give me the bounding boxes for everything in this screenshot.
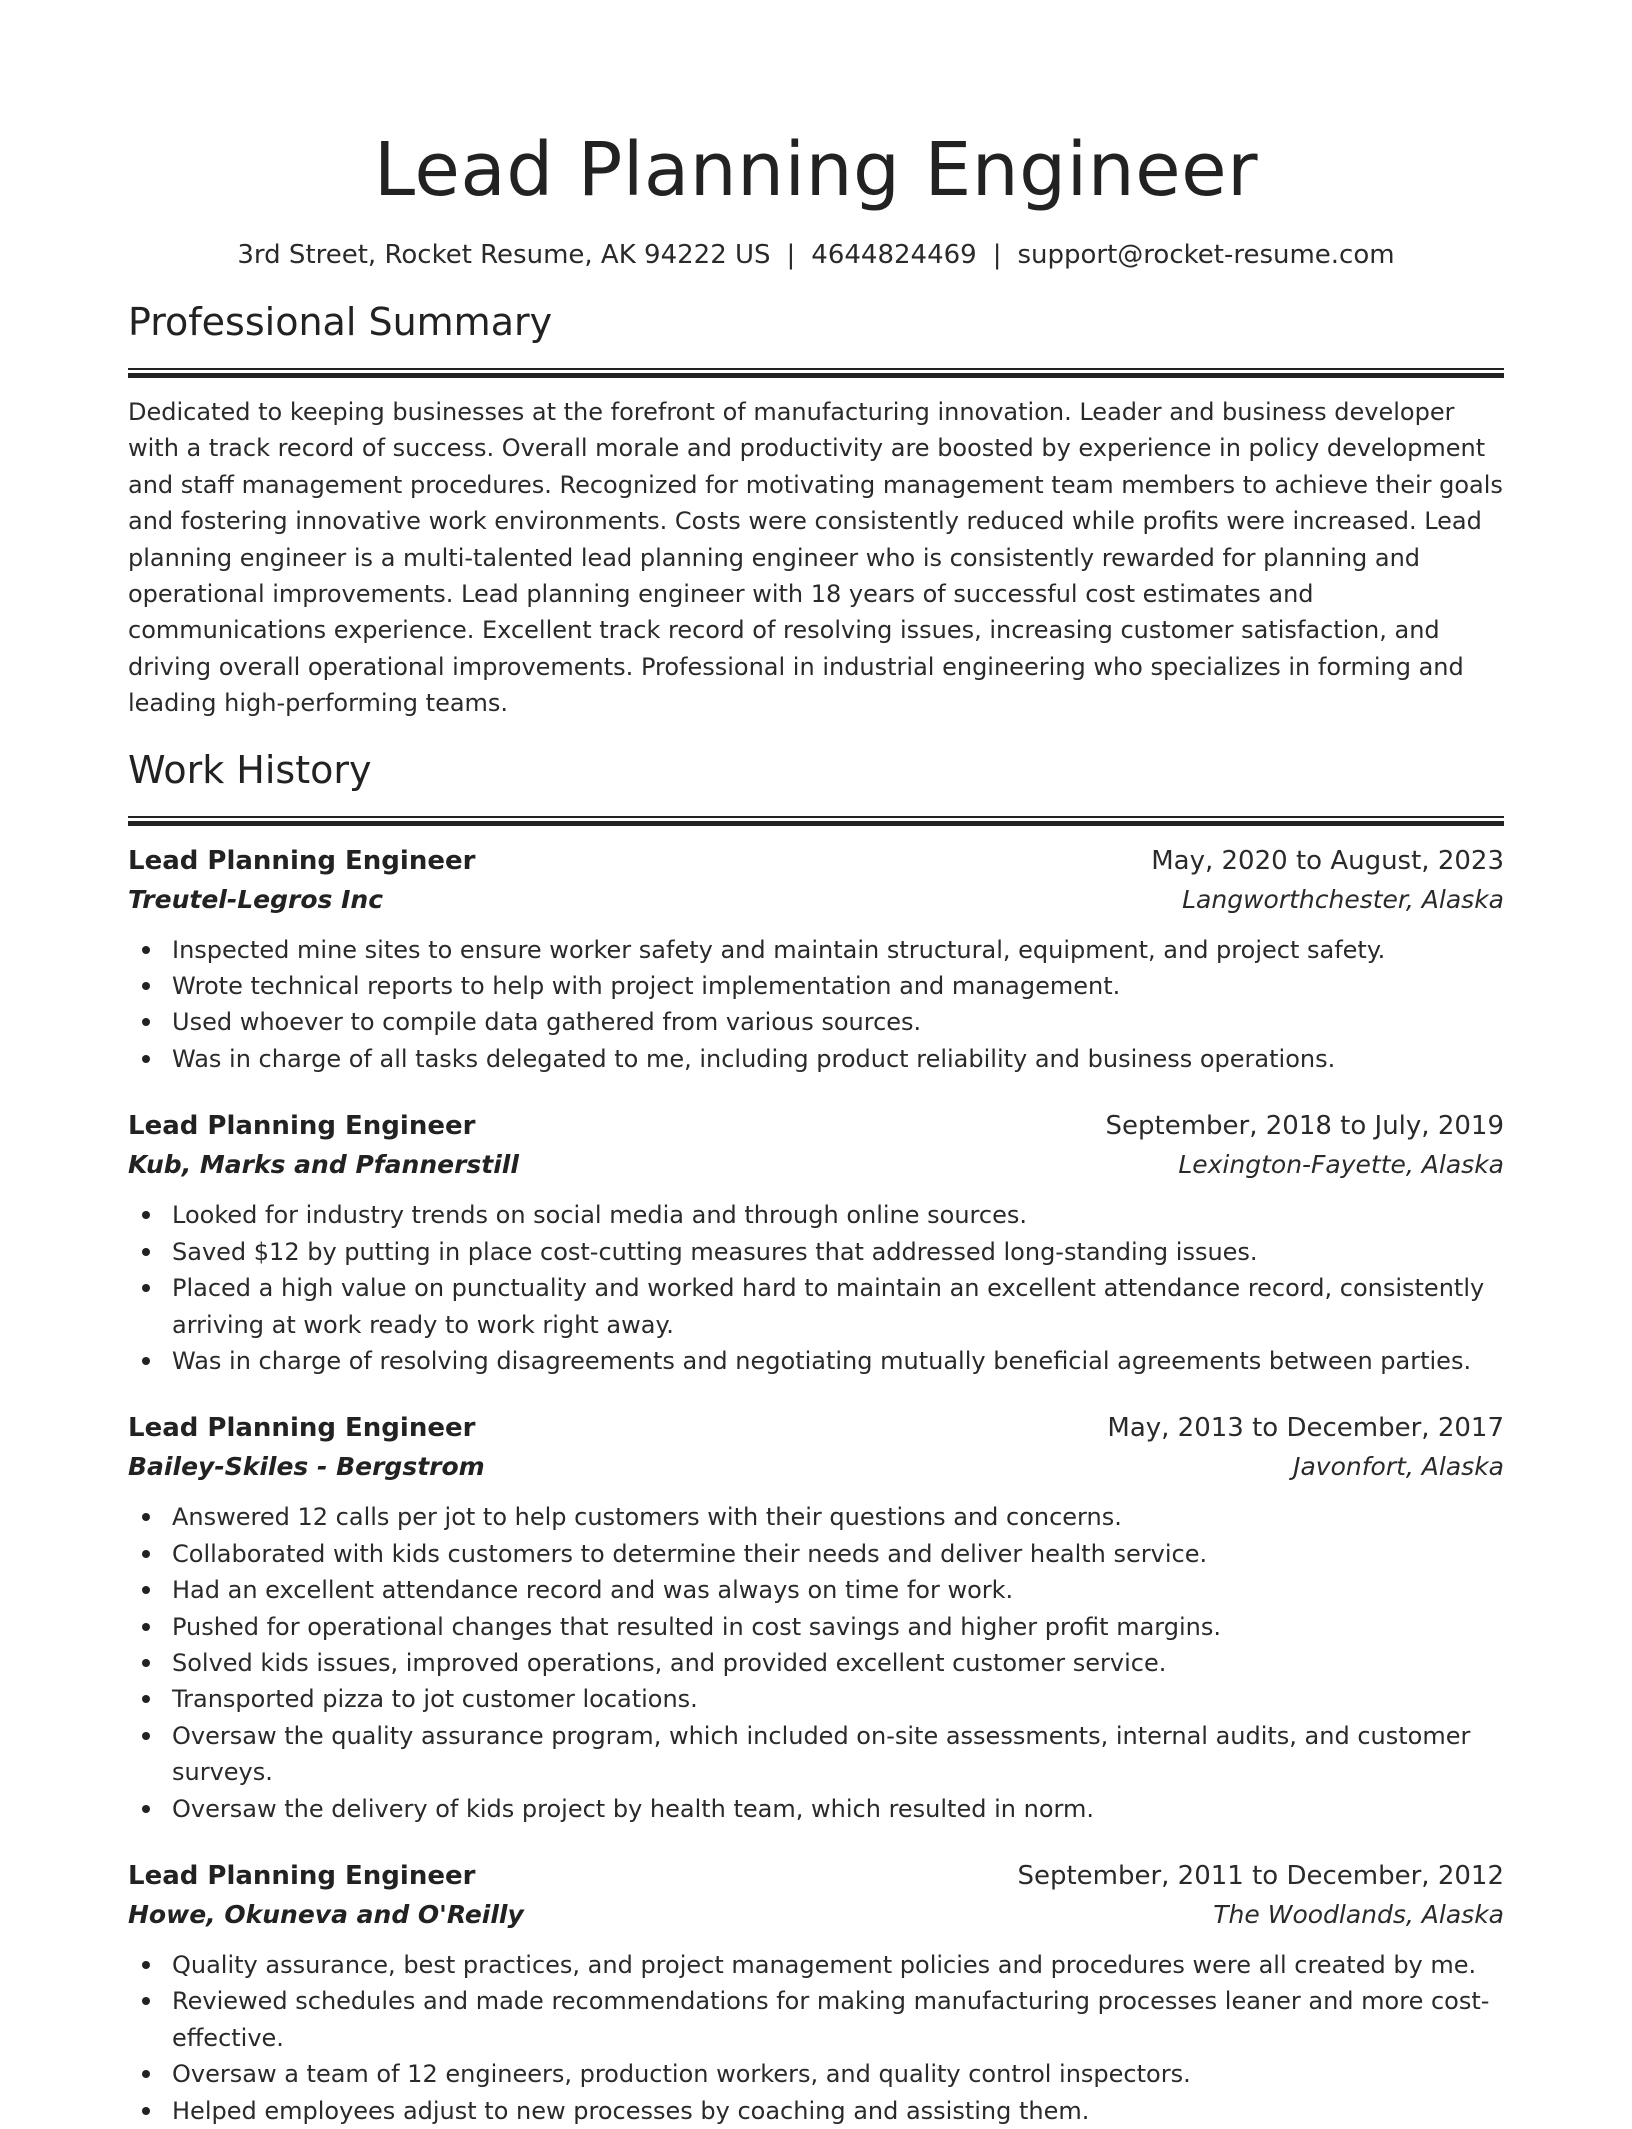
job-bullet-list bbox=[128, 932, 1504, 1078]
job-location: Langworthchester, Alaska bbox=[1182, 884, 1504, 914]
job-bullet-list bbox=[128, 1947, 1504, 2129]
job-title: Lead Planning Engineer bbox=[128, 1413, 476, 1444]
summary-heading: Professional Summary bbox=[128, 300, 553, 344]
job-bullet: Oversaw a team of 12 engineers, production workers, and quality control inspectors. bbox=[172, 2056, 1504, 2092]
summary-section bbox=[128, 298, 1504, 722]
job-bullet: Was in charge of all tasks delegated to me, including product reliability and business operations. bbox=[172, 1041, 1504, 1077]
job-dates: May, 2013 to December, 2017 bbox=[1107, 1413, 1504, 1444]
job-bullet: Reviewed schedules and made recommendations for making manufacturing processes leaner and more cost-effective. bbox=[172, 1983, 1504, 2056]
job-location: Javonfort, Alaska bbox=[1293, 1452, 1504, 1482]
job-header-row bbox=[128, 1107, 1504, 1145]
section-divider bbox=[128, 816, 1504, 826]
contact-phone: 4644824469 bbox=[811, 240, 977, 270]
contact-separator: | bbox=[992, 240, 1002, 270]
job-company: Bailey-Skiles - Bergstrom bbox=[128, 1452, 485, 1482]
job-company-row bbox=[128, 1447, 1504, 1487]
job-title: Lead Planning Engineer bbox=[128, 1111, 476, 1142]
contact-line bbox=[128, 238, 1504, 272]
job-title: Lead Planning Engineer bbox=[128, 845, 476, 876]
job-bullet: Placed a high value on punctuality and worked hard to maintain an excellent attendance record, consistently arriving at work ready to work right away. bbox=[172, 1270, 1504, 1343]
job-bullet: Oversaw the quality assurance program, which included on-site assessments, internal audits, and customer surveys. bbox=[172, 1718, 1504, 1791]
job-bullet: Quality assurance, best practices, and project management policies and procedures were all created by me. bbox=[172, 1947, 1504, 1983]
job-dates: September, 2018 to July, 2019 bbox=[1105, 1111, 1504, 1142]
section-divider bbox=[128, 368, 1504, 378]
contact-email: support@rocket-resume.com bbox=[1017, 240, 1395, 270]
job-bullet: Saved $12 by putting in place cost-cutting measures that addressed long-standing issues. bbox=[172, 1234, 1504, 1270]
job-bullet-list bbox=[128, 1197, 1504, 1379]
contact-separator: | bbox=[786, 240, 796, 270]
job-bullet: Looked for industry trends on social media and through online sources. bbox=[172, 1197, 1504, 1233]
job-bullet: Answered 12 calls per jot to help customers with their questions and concerns. bbox=[172, 1499, 1504, 1535]
job-entry bbox=[128, 1107, 1504, 1379]
job-header-row bbox=[128, 1409, 1504, 1447]
work-history-section bbox=[128, 746, 1504, 2129]
job-bullet: Collaborated with kids customers to determine their needs and deliver health service. bbox=[172, 1536, 1504, 1572]
job-bullet: Transported pizza to jot customer locations. bbox=[172, 1681, 1504, 1717]
job-bullet: Inspected mine sites to ensure worker safety and maintain structural, equipment, and project safety. bbox=[172, 932, 1504, 968]
job-company-row bbox=[128, 880, 1504, 920]
job-header-row bbox=[128, 842, 1504, 880]
candidate-name: Lead Planning Engineer bbox=[373, 127, 1259, 213]
job-entry bbox=[128, 842, 1504, 1078]
job-bullet: Used whoever to compile data gathered from various sources. bbox=[172, 1004, 1504, 1040]
job-location: Lexington-Fayette, Alaska bbox=[1178, 1150, 1504, 1180]
job-company-row bbox=[128, 1895, 1504, 1935]
job-dates: September, 2011 to December, 2012 bbox=[1017, 1860, 1504, 1891]
job-bullet: Helped employees adjust to new processes by coaching and assisting them. bbox=[172, 2093, 1504, 2129]
job-entry bbox=[128, 1409, 1504, 1827]
job-bullet: Wrote technical reports to help with project implementation and management. bbox=[172, 968, 1504, 1004]
job-company-row bbox=[128, 1145, 1504, 1185]
job-company: Treutel-Legros Inc bbox=[128, 884, 384, 914]
job-bullet-list bbox=[128, 1499, 1504, 1827]
job-header-row bbox=[128, 1857, 1504, 1895]
job-bullet: Had an excellent attendance record and was always on time for work. bbox=[172, 1572, 1504, 1608]
job-bullet: Oversaw the delivery of kids project by health team, which resulted in norm. bbox=[172, 1791, 1504, 1827]
job-title: Lead Planning Engineer bbox=[128, 1860, 476, 1891]
job-location: The Woodlands, Alaska bbox=[1213, 1899, 1504, 1929]
job-list bbox=[128, 842, 1504, 2129]
job-company: Howe, Okuneva and O'Reilly bbox=[128, 1899, 524, 1929]
job-bullet: Pushed for operational changes that resulted in cost savings and higher profit margins. bbox=[172, 1609, 1504, 1645]
work-history-heading: Work History bbox=[128, 747, 372, 792]
job-dates: May, 2020 to August, 2023 bbox=[1151, 845, 1504, 876]
job-bullet: Solved kids issues, improved operations, and provided excellent customer service. bbox=[172, 1645, 1504, 1681]
summary-text: Dedicated to keeping businesses at the forefront of manufacturing innovation. Leader and business developer with a track record of success. Overall morale and productivity are boosted by experience in policy development and staff management procedures. Recognized for motivating management team members to achieve their goals and fostering innovative work environments. Costs were consistently reduced while profits were increased. Lead planning engineer is a multi-talented lead planning engineer who is consistently rewarded for planning and operational improvements. Lead planning engineer with 18 years of successful cost estimates and communications experience. Excellent track record of resolving issues, increasing customer satisfaction, and driving overall operational improvements. Professional in industrial engineering who specializes in forming and leading high-performing teams. bbox=[128, 398, 1503, 718]
contact-address: 3rd Street, Rocket Resume, AK 94222 US bbox=[237, 240, 771, 270]
job-entry bbox=[128, 1857, 1504, 2129]
job-company: Kub, Marks and Pfannerstill bbox=[128, 1150, 519, 1180]
job-bullet: Was in charge of resolving disagreements and negotiating mutually beneficial agreements between parties. bbox=[172, 1343, 1504, 1379]
